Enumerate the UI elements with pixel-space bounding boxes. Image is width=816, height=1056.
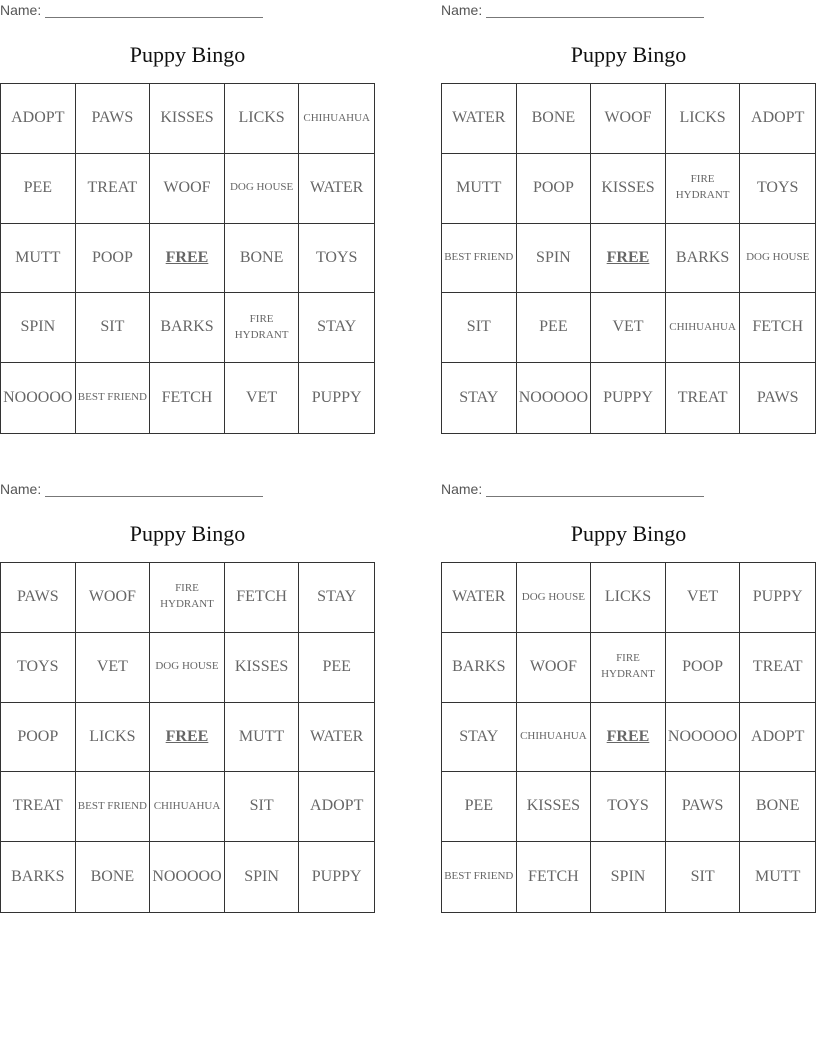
bingo-cell[interactable]: SIT (225, 772, 300, 842)
name-field[interactable] (441, 481, 741, 499)
bingo-cell[interactable]: BARKS (442, 633, 517, 703)
name-field[interactable] (0, 2, 300, 20)
name-blank-line[interactable] (486, 17, 704, 18)
bingo-grid (441, 83, 816, 434)
bingo-cell[interactable]: TOYS (1, 633, 76, 703)
bingo-cell[interactable]: STAY (299, 563, 374, 633)
bingo-cell[interactable]: WOOF (517, 633, 592, 703)
bingo-cell[interactable]: POOP (76, 224, 151, 294)
bingo-cell[interactable]: FIRE HYDRANT (591, 633, 666, 703)
bingo-grid (0, 83, 375, 434)
name-field[interactable] (441, 2, 741, 20)
bingo-cell[interactable]: BEST FRIEND (442, 224, 517, 294)
bingo-cell[interactable]: WATER (442, 563, 517, 633)
bingo-cell[interactable]: FIRE HYDRANT (225, 293, 300, 363)
bingo-cell[interactable]: SPIN (591, 842, 666, 912)
bingo-cell[interactable]: WATER (299, 154, 374, 224)
bingo-cell[interactable]: DOG HOUSE (225, 154, 300, 224)
bingo-cell[interactable]: CHIHUAHUA (517, 703, 592, 773)
bingo-cell[interactable]: TREAT (1, 772, 76, 842)
bingo-cell[interactable]: LICKS (666, 84, 741, 154)
free-space-cell[interactable]: FREE (591, 703, 666, 773)
name-label: Name: (0, 481, 42, 497)
bingo-cell[interactable]: PUPPY (311, 388, 362, 406)
bingo-cell[interactable]: DOG HOUSE (740, 224, 815, 294)
bingo-cell[interactable]: WATER (442, 84, 517, 154)
bingo-cell[interactable]: KISSES (225, 633, 300, 703)
bingo-cell[interactable]: VET (591, 293, 666, 363)
bingo-cell[interactable]: CHIHUAHUA (150, 772, 225, 842)
bingo-cell[interactable]: LICKS (591, 563, 666, 633)
bingo-cell[interactable]: SIT (76, 293, 151, 363)
bingo-cell[interactable]: STAY (442, 703, 517, 773)
bingo-cell[interactable]: VET (225, 363, 300, 433)
bingo-cell[interactable]: NOOOOO (517, 363, 592, 433)
bingo-cell[interactable]: KISSES (150, 84, 225, 154)
bingo-cell[interactable]: SIT (666, 842, 741, 912)
bingo-cell[interactable]: SPIN (225, 842, 300, 912)
name-label: Name: (0, 2, 42, 18)
bingo-cell[interactable]: WATER (299, 703, 374, 773)
bingo-grid (441, 562, 816, 913)
bingo-cell[interactable]: LICKS (76, 703, 151, 773)
name-label: Name: (441, 2, 483, 18)
card-title: Puppy Bingo (570, 521, 687, 546)
bingo-cell[interactable]: POOP (1, 703, 76, 773)
bingo-cell[interactable]: BARKS (150, 293, 225, 363)
bingo-cell[interactable]: TREAT (76, 154, 151, 224)
bingo-cell[interactable]: WOOF (76, 563, 151, 633)
bingo-cell[interactable]: FIRE HYDRANT (666, 154, 741, 224)
bingo-cell[interactable]: TREAT (666, 363, 741, 433)
name-blank-line[interactable] (45, 496, 263, 497)
bingo-cell[interactable]: BEST FRIEND (76, 772, 151, 842)
bingo-cell[interactable]: SIT (442, 293, 517, 363)
bingo-cell[interactable]: NOOOOO (150, 842, 225, 912)
bingo-cell[interactable]: PEE (517, 293, 592, 363)
bingo-cell[interactable]: TOYS (740, 154, 815, 224)
bingo-cell[interactable]: SPIN (1, 293, 76, 363)
bingo-cell[interactable]: VET (666, 563, 741, 633)
bingo-cell[interactable]: FETCH (517, 842, 592, 912)
free-space-cell[interactable]: FREE (150, 703, 225, 773)
bingo-cell[interactable]: MUTT (442, 154, 517, 224)
bingo-cell[interactable]: WOOF (150, 154, 225, 224)
bingo-cell[interactable]: BARKS (666, 224, 741, 294)
bingo-cell[interactable]: BONE (517, 84, 592, 154)
bingo-cell[interactable]: ADOPT (299, 772, 374, 842)
bingo-cell[interactable]: FETCH (225, 563, 300, 633)
bingo-cell[interactable]: ADOPT (1, 84, 76, 154)
bingo-cell[interactable]: ADOPT (740, 703, 815, 773)
name-label: Name: (441, 481, 483, 497)
bingo-cell[interactable]: PEE (1, 154, 76, 224)
bingo-cell[interactable]: PUPPY (740, 563, 815, 633)
bingo-cell[interactable]: PAWS (76, 84, 151, 154)
bingo-cell[interactable]: CHIHUAHUA (666, 293, 741, 363)
bingo-cell[interactable]: DOG HOUSE (517, 563, 592, 633)
name-field[interactable] (0, 481, 300, 499)
card-title: Puppy Bingo (570, 42, 687, 67)
bingo-cell[interactable]: MUTT (755, 867, 801, 885)
bingo-cell[interactable]: KISSES (591, 154, 666, 224)
bingo-cell[interactable]: ADOPT (740, 84, 815, 154)
bingo-cell[interactable]: TOYS (591, 772, 666, 842)
bingo-cell[interactable]: BARKS (1, 842, 76, 912)
bingo-cell[interactable]: TOYS (299, 224, 374, 294)
bingo-cell[interactable]: PAWS (1, 563, 76, 633)
bingo-cell[interactable]: PEE (299, 633, 374, 703)
bingo-cell[interactable]: FETCH (740, 293, 815, 363)
bingo-cell[interactable]: BEST FRIEND (76, 363, 151, 433)
bingo-cell[interactable]: POOP (517, 154, 592, 224)
bingo-cell[interactable]: PAWS (666, 772, 741, 842)
bingo-cell[interactable]: BONE (76, 842, 151, 912)
bingo-cell[interactable]: POOP (666, 633, 741, 703)
free-space-cell[interactable]: FREE (591, 224, 666, 294)
free-space-cell[interactable]: FREE (150, 224, 225, 294)
bingo-cell[interactable]: SPIN (517, 224, 592, 294)
bingo-cell[interactable]: PUPPY (311, 867, 362, 885)
bingo-cell[interactable]: NOOOOO (666, 703, 741, 773)
bingo-cell[interactable]: VET (76, 633, 151, 703)
bingo-cell[interactable]: BONE (225, 224, 300, 294)
card-title: Puppy Bingo (129, 521, 246, 546)
name-blank-line[interactable] (45, 17, 263, 18)
bingo-cell[interactable]: MUTT (225, 703, 300, 773)
bingo-cell[interactable]: MUTT (1, 224, 76, 294)
bingo-cell[interactable]: STAY (299, 293, 374, 363)
bingo-cell[interactable]: BEST FRIEND (442, 842, 517, 912)
bingo-cell[interactable]: CHIHUAHUA (299, 84, 374, 154)
bingo-cell[interactable]: WOOF (591, 84, 666, 154)
bingo-cell[interactable]: DOG HOUSE (150, 633, 225, 703)
bingo-cell[interactable]: NOOOOO (1, 363, 76, 433)
bingo-cell[interactable]: LICKS (225, 84, 300, 154)
bingo-grid (0, 562, 375, 913)
bingo-cell[interactable]: FIRE HYDRANT (150, 563, 225, 633)
card-title: Puppy Bingo (129, 42, 246, 67)
bingo-cell[interactable]: PAWS (756, 388, 799, 406)
bingo-cell[interactable]: PEE (442, 772, 517, 842)
name-blank-line[interactable] (486, 496, 704, 497)
bingo-cell[interactable]: PUPPY (591, 363, 666, 433)
bingo-cell[interactable]: KISSES (517, 772, 592, 842)
bingo-cell[interactable]: STAY (442, 363, 517, 433)
bingo-cell[interactable]: TREAT (740, 633, 815, 703)
bingo-cell[interactable]: BONE (740, 772, 815, 842)
bingo-cell[interactable]: FETCH (150, 363, 225, 433)
